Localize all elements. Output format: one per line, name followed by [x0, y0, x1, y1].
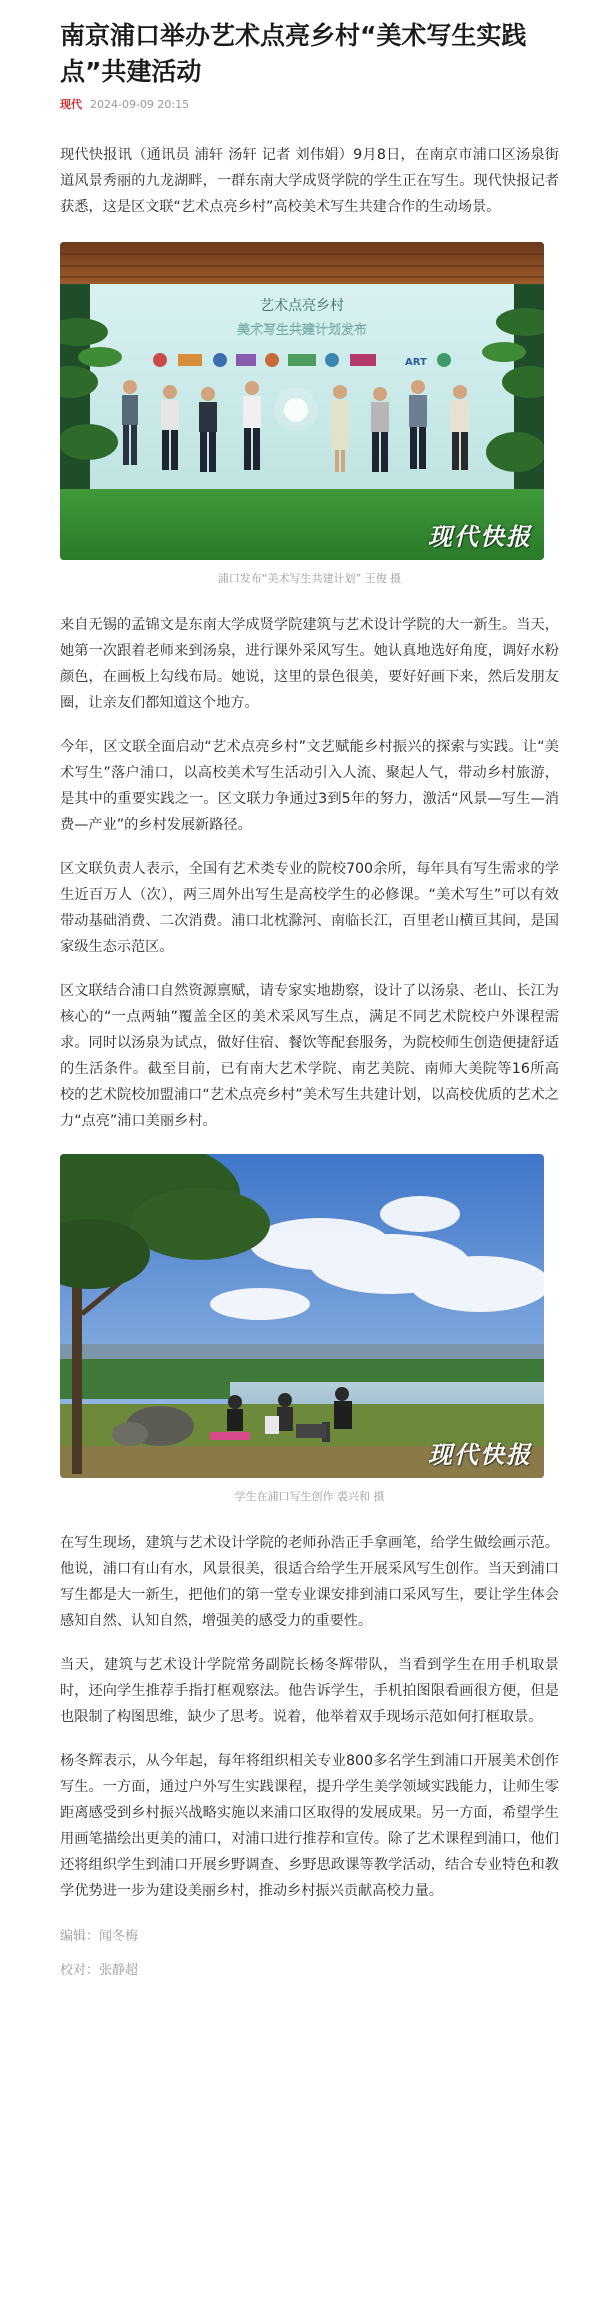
banner-top-text: 艺术点亮乡村 [260, 298, 344, 314]
paragraph: 现代快报讯（通讯员 浦轩 汤轩 记者 刘伟娟）9月8日，在南京市浦口区汤泉街道风景秀丽的九龙湖畔，一群东南大学成贤学院的学生正在写生。现代快报记者获悉，这是区文联“艺术点亮乡村”高校美术写生共建合作的生动场景。 [60, 147, 559, 215]
paragraph: 区文联负责人表示，全国有艺术类专业的院校700余所，每年具有写生需求的学生近百万人（次），两三周外出写生是高校学生的必修课。“美术写生”可以有效带动基础消费、二次消费。浦口北枕滁河、南临长江，百里老山横亘其间，是国家级生态示范区。 [60, 861, 559, 955]
paragraph: 杨冬辉表示，从今年起，每年将组织相关专业800多名学生到浦口开展美术创作写生。一方面，通过户外写生实践课程，提升学生美学领域实践能力，让师生零距离感受到乡村振兴战略实施以来浦口区取得的发展成果。另一方面，希望学生用画笔描绘出更美的浦口，对浦口进行推荐和宣传。除了艺术课程到浦口，他们还将组织学生到浦口开展乡野调查、乡野思政课等教学活动，结合专业特色和教学优势进一步为建设美丽乡村，推动乡村振兴贡献高校力量。 [60, 1753, 559, 1899]
photo-caption: 浦口发布“美术写生共建计划” 王俊 摄 [217, 572, 402, 585]
sketching-photo [60, 1154, 544, 1478]
art-logo-text: ART [405, 357, 427, 368]
publish-datetime: 2024-09-09 20:15 [90, 97, 190, 111]
photo-watermark: 现代快报 [428, 522, 532, 551]
source-logo: 现代 [60, 98, 82, 111]
editor-credit: 编辑：闻冬梅 [60, 1929, 139, 1944]
ceremony-photo [60, 242, 544, 560]
paragraph: 在写生现场，建筑与艺术设计学院的老师孙浩正手拿画笔，给学生做绘画示范。他说，浦口有山有水，风景很美，很适合给学生开展采风写生创作。当天到浦口写生都是大一新生，把他们的第一堂专业课安排到浦口采风写生，要让学生体会感知自然、认知自然，增强美的感受力的重要性。 [60, 1535, 559, 1629]
paragraph: 来自无锡的孟锦文是东南大学成贤学院建筑与艺术设计学院的大一新生。当天，她第一次跟着老师来到汤泉，进行课外采风写生。她认真地选好角度，调好水粉颜色，在画板上勾线布局。她说，这里的景色很美，要好好画下来，然后发朋友圈，让亲友们都知道这个地方。 [60, 617, 559, 711]
paragraph: 区文联结合浦口自然资源禀赋，请专家实地勘察，设计了以汤泉、老山、长江为核心的“一点两轴”覆盖全区的美术采风写生点，满足不同艺术院校户外课程需求。同时以汤泉为试点，做好住宿、餐饮等配套服务，为院校师生创造便捷舒适的生活条件。截至目前，已有南大艺术学院、南艺美院、南师大美院等16所高校的艺术院校加盟浦口“艺术点亮乡村”美术写生共建计划，以高校优质的艺术之力“点亮”浦口美丽乡村。 [60, 983, 559, 1129]
photo-watermark: 现代快报 [428, 1440, 532, 1469]
ceremony-photo-image [60, 242, 544, 560]
photo-caption: 学生在浦口写生创作 裘兴和 摄 [234, 1490, 385, 1503]
proofreader-credit: 校对：张静超 [60, 1963, 139, 1978]
sketching-photo-image [60, 1154, 544, 1478]
article-title: 南京浦口举办艺术点亮乡村“美术写生实践点”共建活动 [60, 21, 527, 86]
article-meta [60, 96, 559, 112]
paragraph: 今年，区文联全面启动“艺术点亮乡村”文艺赋能乡村振兴的探索与实践。让“美术写生”落户浦口，以高校美术写生活动引入人流、聚起人气，带动乡村旅游，是其中的重要实践之一。区文联力争通过3到5年的努力，激活“风景—写生—消费—产业”的乡村发展新路径。 [60, 739, 559, 833]
paragraph: 当天，建筑与艺术设计学院常务副院长杨冬辉带队，当看到学生在用手机取景时，还向学生推荐手指打框观察法。他告诉学生，手机拍图限看画很方便，但是也限制了构图思维，缺少了思考。说着，他举着双手现场示范如何打框取景。 [60, 1657, 559, 1725]
article-footer [60, 1926, 559, 1982]
banner-title-text: 美术写生共建计划发布 [236, 323, 368, 338]
